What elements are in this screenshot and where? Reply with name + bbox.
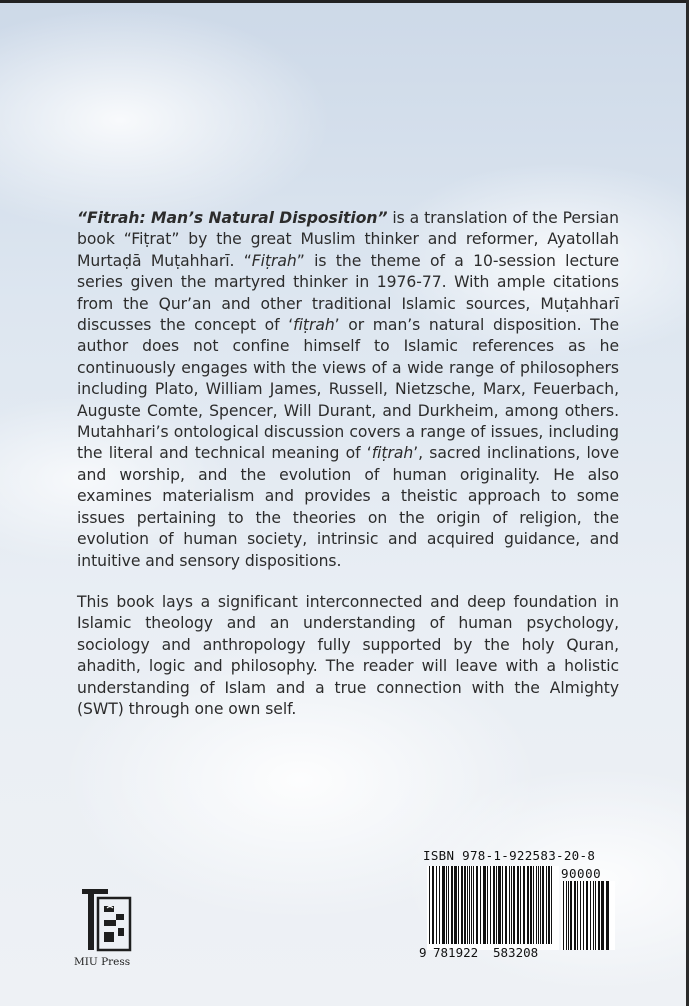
barcode-bar [590,881,591,950]
addon-barcode-bars [561,881,615,950]
barcode-bar [473,866,474,944]
barcode-bar [538,866,539,944]
barcode-bar [577,881,578,950]
barcode-bar [436,866,437,944]
barcode-bar [505,866,507,944]
barcode-bar [530,866,532,944]
barcode-bar [542,866,544,944]
barcode-bar [546,866,547,944]
barcode-bar [566,881,567,950]
miu-press-logo-icon [78,886,134,952]
barcode-bar [448,866,449,944]
barcode-bar [523,866,525,944]
barcode-bar [563,881,564,950]
barcode-bar [583,881,584,950]
barcode-bar [493,866,495,944]
barcode-bar [476,866,478,944]
barcode-bar [536,866,537,944]
barcode-bar [480,866,481,944]
barcode-bar [509,866,510,944]
publisher-name: MIU Press [74,956,131,968]
barcode-bar [601,881,604,950]
barcode-bar [511,866,512,944]
barcode-bar [439,866,440,944]
barcode-bar [471,866,472,944]
barcode-bar [469,866,470,944]
barcode-bar [548,866,550,944]
barcode-bar [487,866,488,944]
barcode-bar [467,866,468,944]
barcode-bar [570,881,572,950]
barcode-bar [593,881,594,950]
barcode-bar [568,881,569,950]
barcode-bar [540,866,541,944]
barcode-bar [520,866,521,944]
barcode-bar [454,866,457,944]
price-code: 90000 [561,866,602,881]
barcode-bar [496,866,497,944]
barcode-bar [490,866,491,944]
barcode-bar [527,866,529,944]
barcode-bar [580,881,581,950]
barcode: ISBN 978-1-922583-20-8 90000 9 781922 583208 [419,848,619,968]
ean-barcode-bars [427,866,559,950]
barcode-bar [606,881,609,950]
blurb-paragraph-1: “Fitrah: Man’s Natural Disposition” is a translation of the Persian book “Fiṭrat” by the great Muslim thinker and reformer, Ayatollah Murtaḍā Muṭahharī. “Fiṭrah” is the theme of a 10-session lecture series given the martyred thinker in 1976-77. With ample citations from the Qur’an and other traditional Islamic sources, Muṭahharī discusses the concept of ‘fiṭrah’ or man’s natural disposition. The author does not confine himself to Islamic references as he continuously engages with the views of a wide range of philosophers including Plato, William James, Russell, Nietzsche, Marx, Feuerbach, Auguste Comte, Spencer, Will Durant, and Durkheim, among others. Mutahhari’s ontological discussion covers a range of issues, including the literal and technical meaning of ‘fiṭrah’, sacred inclinations, love and worship, and the evolution of human originality. He also examines materialism and provides a theistic approach to some issues pertaining to the theories on the origin of religion, the evolution of human society, intrinsic and acquired guidance, and intuitive and sensory dispositions. [77,209,620,570]
barcode-bar [574,881,576,950]
barcode-bar [429,866,430,944]
blurb-paragraph-2: This book lays a significant interconnected and deep foundation in Islamic theology and an understanding of human psychology, sociology and anthropology fully supported by the holy Quran, ahadith, logic and philosophy. The reader will leave with a holistic understanding of Islam and a true connection with the Almighty (SWT) through one own self. [77,592,619,718]
barcode-bar [551,866,552,944]
barcode-bar [461,866,463,944]
barcode-bar [517,866,519,944]
barcode-bar [432,866,434,944]
barcode-bar [483,866,486,944]
barcode-bar [598,881,600,950]
top-edge [0,0,689,3]
barcode-bar [458,866,459,944]
barcode-bar [446,866,447,944]
book-title: “Fitrah: Man’s Natural Disposition” [77,209,388,227]
barcode-bar [451,866,453,944]
barcode-bar [595,881,596,950]
barcode-bar [513,866,515,944]
barcode-bar [586,881,588,950]
isbn-number: ISBN 978-1-922583-20-8 [423,848,596,863]
barcode-bar [442,866,445,944]
barcode-bar [533,866,534,944]
blurb [77,208,619,720]
barcode-bar [464,866,466,944]
barcode-bar [502,866,503,944]
barcode-bar [498,866,501,944]
